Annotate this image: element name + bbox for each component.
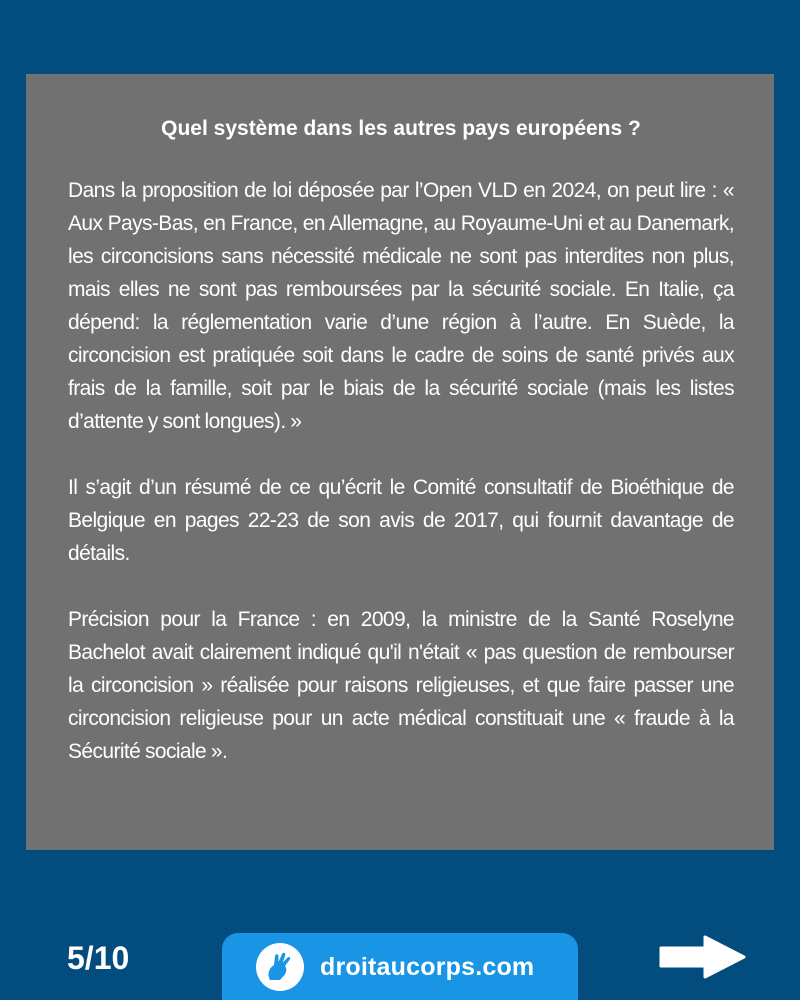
arrow-right-icon[interactable]	[658, 934, 748, 980]
panel-title: Quel système dans les autres pays européens ?	[161, 117, 641, 140]
paragraph-france-precision: Précision pour la France : en 2009, la ministre de la Santé Roselyne Bachelot avait clairement indiqué qu'il n'était « pas question de rembourser la circoncision » réalisée pour raisons religieuses, et que faire passer une circoncision religieuse pour un acte médical constituait une « fraude à la Sécurité sociale ».	[68, 608, 734, 763]
paragraph-bioethics-committee: Il s’agit d’un résumé de ce qu’écrit le Comité consultatif de Bioéthique de Belgique en pages 22-23 de son avis de 2017, qui fournit davantage de détails.	[68, 476, 734, 565]
page-indicator: 5/10	[67, 940, 130, 976]
brand-url: droitaucorps.com	[320, 952, 535, 981]
content-panel	[26, 74, 774, 850]
hand-logo-icon	[256, 943, 304, 991]
paragraph-open-vld: Dans la proposition de loi déposée par l’Open VLD en 2024, on peut lire : « Aux Pays-Bas, en France, en Allemagne, au Royaume-Uni et au Danemark, les circoncisions sans nécessité médicale ne sont pas interdites non plus, mais elles ne sont pas remboursées par la sécurité sociale. En Italie, ça dépend: la réglementation varie d’une région à l’autre. En Suède, la circoncision est pratiquée soit dans le cadre de soins de santé privés aux frais de la famille, soit par le biais de la sécurité sociale (mais les listes d’attente y sont longues). »	[68, 179, 734, 433]
brand-link[interactable]	[222, 933, 578, 1000]
